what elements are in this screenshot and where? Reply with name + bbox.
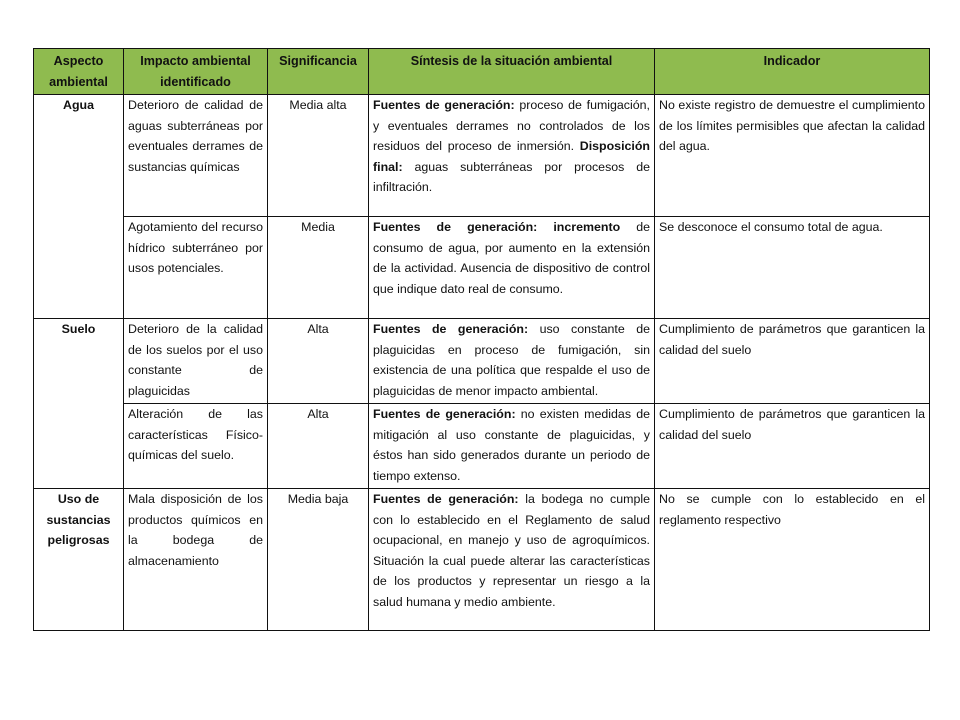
table-row — [34, 95, 930, 217]
impacto-cell: Deterioro de la calidad de los suelos por el uso constante de plaguicidas — [124, 319, 268, 404]
header-impacto: Impacto ambiental identificado — [124, 49, 268, 95]
sintesis-cell — [369, 319, 655, 404]
table-row — [34, 404, 930, 489]
table-row — [34, 489, 930, 631]
sintesis-text: la bodega no cumple con lo establecido en el Reglamento de salud ocupacional, en manejo y uso de agroquímicos. Situación la cual puede alterar las características de los productos y representar un riesgo a la salud humana y medio ambiente. — [373, 492, 650, 609]
indicador-cell: No se cumple con lo establecido en el reglamento respectivo — [655, 489, 930, 631]
impacto-cell: Deterioro de calidad de aguas subterráneas por eventuales derrames de sustancias químicas — [124, 95, 268, 217]
indicador-cell: Cumplimiento de parámetros que garanticen la calidad del suelo — [655, 319, 930, 404]
sintesis-label: Fuentes de generación: — [373, 322, 529, 336]
table-header — [34, 49, 930, 95]
aspecto-cell — [34, 404, 124, 489]
sintesis-label: Fuentes de generación: incremento — [373, 220, 621, 234]
indicador-cell: Cumplimiento de parámetros que garanticen la calidad del suelo — [655, 404, 930, 489]
sintesis-cell — [369, 489, 655, 631]
sintesis-text: uso constante de plaguicidas en proceso de fumigación, sin existencia de una política que respalde el uso de plaguicidas de menor impacto ambiental. — [373, 322, 650, 398]
aspecto-cell — [34, 217, 124, 319]
header-row — [34, 49, 930, 95]
sintesis-label: Fuentes de generación: — [373, 98, 515, 112]
sintesis-label: Fuentes de generación: — [373, 492, 519, 506]
sintesis-text: proceso de fumigación, y eventuales derrames no controlados de los residuos del proceso de inmersión. — [373, 98, 650, 153]
header-significancia: Significancia — [268, 49, 369, 95]
environmental-impact-table — [33, 48, 930, 631]
sintesis-text: de consumo de agua, por aumento en la extensión de la actividad. Ausencia de dispositivo de control que indique dato real de consumo. — [373, 220, 650, 296]
sintesis-text: no existen medidas de mitigación al uso constante de plaguicidas, y éstos han sido generados durante un periodo de tiempo extenso. — [373, 407, 650, 483]
aspecto-cell: Suelo — [34, 319, 124, 404]
impacto-cell: Mala disposición de los productos químicos en la bodega de almacenamiento — [124, 489, 268, 631]
sintesis-text-2: aguas subterráneas por procesos de infiltración. — [373, 159, 650, 194]
indicador-cell: Se desconoce el consumo total de agua. — [655, 217, 930, 319]
significancia-cell: Media — [268, 217, 369, 319]
indicador-cell: No existe registro de demuestre el cumplimiento de los límites permisibles que afectan la calidad del agua. — [655, 95, 930, 217]
impacto-cell: Alteración de las características Físico-químicas del suelo. — [124, 404, 268, 489]
sintesis-label-2: Disposición final: — [373, 139, 650, 174]
table-row — [34, 217, 930, 319]
aspecto-cell: Agua — [34, 95, 124, 217]
sintesis-cell — [369, 95, 655, 217]
header-aspecto: Aspecto ambiental — [34, 49, 124, 95]
sintesis-cell — [369, 404, 655, 489]
significancia-cell: Alta — [268, 319, 369, 404]
aspecto-cell: Uso de sustancias peligrosas — [34, 489, 124, 631]
header-sintesis: Síntesis de la situación ambiental — [369, 49, 655, 95]
impacto-cell: Agotamiento del recurso hídrico subterráneo por usos potenciales. — [124, 217, 268, 319]
table-body — [34, 95, 930, 631]
table-row — [34, 319, 930, 404]
header-indicador: Indicador — [655, 49, 930, 95]
sintesis-label: Fuentes de generación: — [373, 407, 516, 421]
significancia-cell: Alta — [268, 404, 369, 489]
significancia-cell: Media baja — [268, 489, 369, 631]
sintesis-cell — [369, 217, 655, 319]
significancia-cell: Media alta — [268, 95, 369, 217]
